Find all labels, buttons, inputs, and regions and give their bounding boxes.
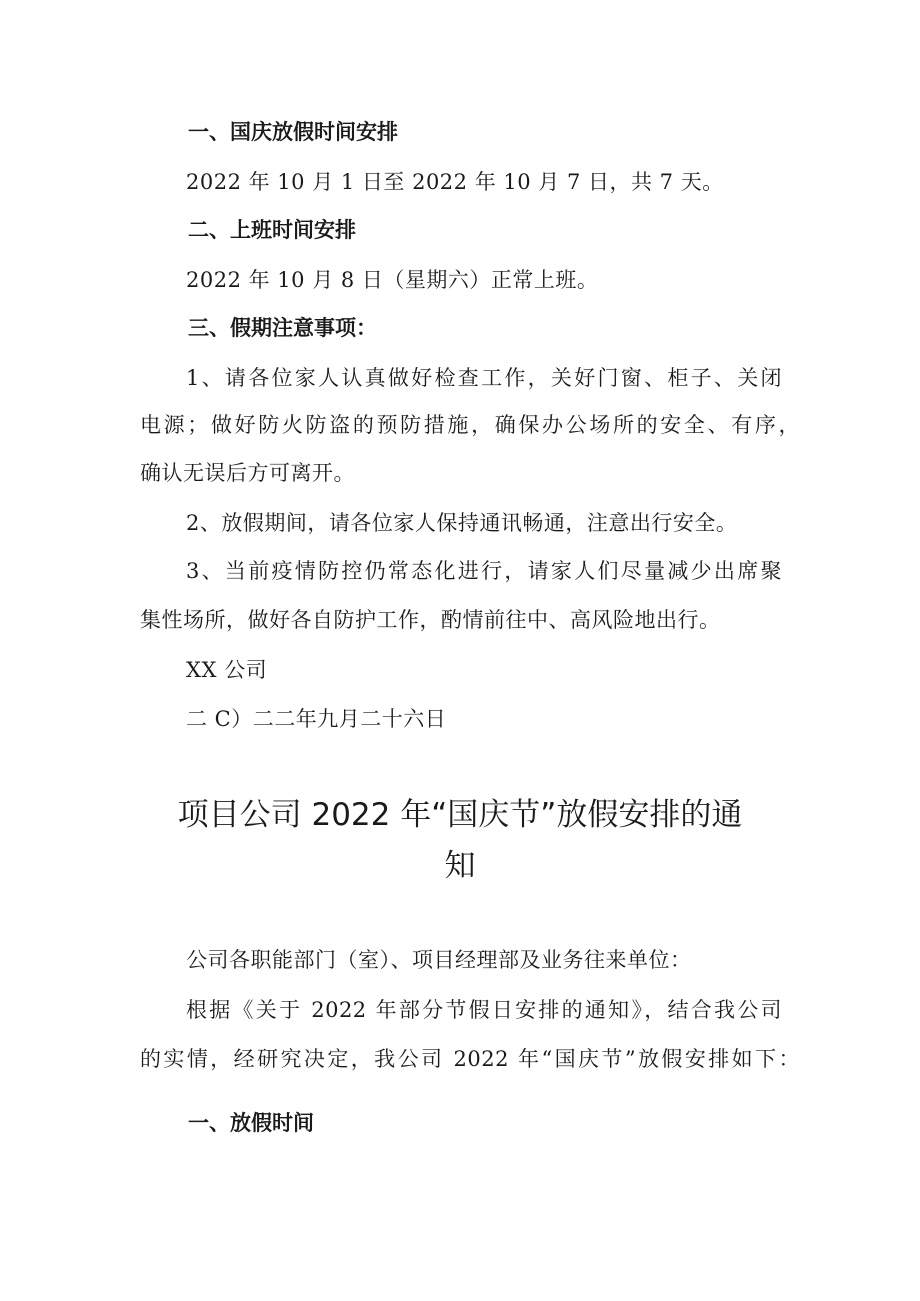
section-3-heading: 三、假期注意事项：	[188, 316, 377, 340]
section-2-heading: 二、上班时间安排	[188, 218, 356, 242]
section-1-heading: 一、国庆放假时间安排	[188, 120, 398, 144]
holiday-period-text: 2022 年 10 月 1 日至 2022 年 10 月 7 日，共 7 天。	[186, 170, 724, 194]
notice-body-line-2: 的实情，经研究决定，我公司 2022 年“国庆节”放假安排如下：	[140, 1047, 800, 1071]
notice-item-1-line-2: 电源；做好防火防盗的预防措施，确保办公场所的安全、有序，	[140, 413, 800, 437]
notice-item-3-line-1: 3、当前疫情防控仍常态化进行，请家人们尽量减少出席聚	[186, 559, 782, 583]
notice-recipients: 公司各职能部门（室）、项目经理部及业务往来单位：	[186, 948, 692, 972]
signature-company: XX 公司	[186, 658, 268, 682]
notice-item-3-line-2: 集性场所，做好各自防护工作，酌情前往中、高风险地出行。	[140, 608, 721, 632]
work-resume-text: 2022 年 10 月 8 日（星期六）正常上班。	[186, 268, 599, 292]
notice-body-line-1: 根据《关于 2022 年部分节假日安排的通知》，结合我公司	[186, 998, 782, 1022]
notice-section-1-heading: 一、放假时间	[188, 1111, 314, 1135]
notice-title-line-1: 项目公司 2022 年“国庆节”放假安排的通	[177, 797, 743, 833]
notice-title-line-2: 知	[444, 848, 476, 884]
notice-item-1-line-3: 确认无误后方可离开。	[140, 461, 355, 485]
signature-date: 二 C）二二年九月二十六日	[186, 707, 447, 731]
notice-item-1-line-1: 1、请各位家人认真做好检查工作，关好门窗、柜子、关闭	[186, 366, 782, 390]
notice-item-2: 2、放假期间，请各位家人保持通讯畅通，注意出行安全。	[186, 511, 738, 535]
